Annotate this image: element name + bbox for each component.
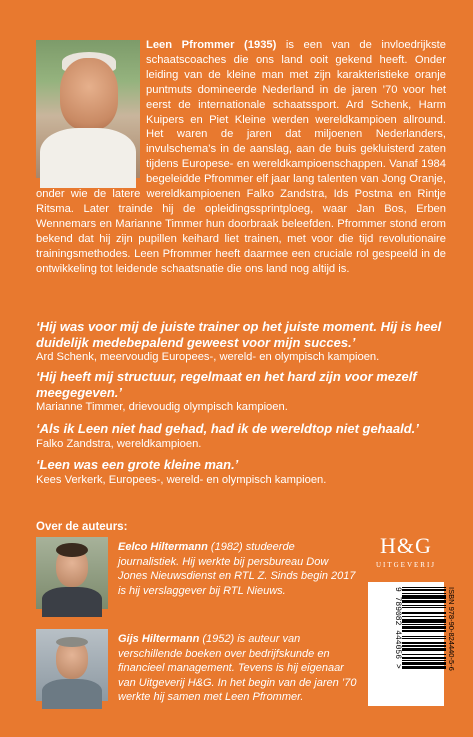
bio-text [36, 38, 446, 277]
publisher-logo-text: H&G [380, 533, 432, 558]
quote-text: ‘Leen was een grote kleine man.’ [36, 457, 239, 472]
quote-text: ‘Hij was voor mij de juiste trainer op het juiste moment. Hij is heel duidelijk medebepalend geweest voor mijn succes.’ [36, 319, 442, 350]
quote-text: ‘Hij heeft mij structuur, regelmaat en het hard zijn voor mezelf meegegeven.’ [36, 369, 417, 400]
barcode-stripe [402, 666, 446, 670]
author-bio-gijs [118, 632, 358, 705]
quote-author: Ard Schenk, meervoudig Europees-, wereld- en olympisch kampioen. [36, 351, 380, 363]
eelco-hiltermann-photo [36, 537, 108, 609]
barcode-bars [402, 587, 446, 701]
quote-4 [36, 457, 446, 487]
quote-3 [36, 421, 446, 451]
publisher-name: UITGEVERIJ [375, 561, 437, 569]
quote-1 [36, 319, 446, 364]
barcode [368, 582, 456, 706]
author-name: Gijs Hiltermann [118, 633, 200, 645]
quote-2 [36, 369, 446, 414]
quote-text: ‘Als ik Leen niet had gehad, had ik de wereldtop niet gehaald.’ [36, 421, 419, 436]
barcode-digits: 9 789082 444056 > [393, 587, 402, 669]
author-bio: (1982) studeerde journalistiek. Hij werkte bij persbureau Dow Jones Nieuwsdienst en RTL Z. Sinds begin 2017 is hij verslaggever bij RTL Nieuws. [118, 541, 356, 597]
author-bio-eelco [118, 540, 358, 598]
bio-name: Leen Pfrommer (1935) [146, 39, 277, 51]
quote-author: Marianne Timmer, drievoudig olympisch kampioen. [36, 401, 288, 413]
gijs-hiltermann-photo [36, 629, 108, 701]
quote-author: Kees Verkerk, Europees-, wereld- en olympisch kampioen. [36, 473, 327, 486]
author-bio: (1952) is auteur van verschillende boeken over bedrijfskunde en financieel management. Tevens is hij eigenaar van Uitgeverij H&G. In het begin van de jaren ’70 werkte hij samen met Leen Pfrommer. [118, 633, 357, 703]
publisher-logo [368, 533, 444, 569]
author-name: Eelco Hiltermann [118, 541, 208, 553]
bio-body: is een van de invloedrijkste schaatscoaches die ons land ooit gekend heeft. Onder leiding van de kleine man met zijn karakteristieke oranje puntmuts domineerde Nederland in de jaren ’70 voor het eerst de internationale schaatssport. Ard Schenk, Harm Kuipers en Piet Kleine werden wereldkampioen allround. Het waren de jaren dat miljoenen Nederlanders, invulschema’s in de aanslag, aan de buis gekluisterd zaten tijdens Europese- en wereldkampioenschappen. Vanaf 1984 begeleidde Pfrommer elf jaar lang talenten van Jong Oranje, onder wie de latere wereldkampioenen Falko Zandstra, Ids Postma en Rintje Ritsma. Later trainde hij de opleidingssprintploeg, waar Jan Bos, Erben Wennemars en Marianne Timmer hun doorbraak beleefden. Pfrommer stond erom bekend dat hij zijn pupillen keihard liet trainen, met voor die tijd revolutionaire trainingsmethodes. Leen Pfrommer heeft daarmee een cruciale rol gespeeld in de ontwikkeling tot leidende schaatsnatie die ons land nog altijd is. [36, 39, 447, 275]
authors-heading: Over de auteurs: [36, 521, 128, 533]
quote-author: Falko Zandstra, wereldkampioen. [36, 437, 202, 450]
isbn-number: ISBN 978-90-824440-5-6 [447, 587, 456, 671]
